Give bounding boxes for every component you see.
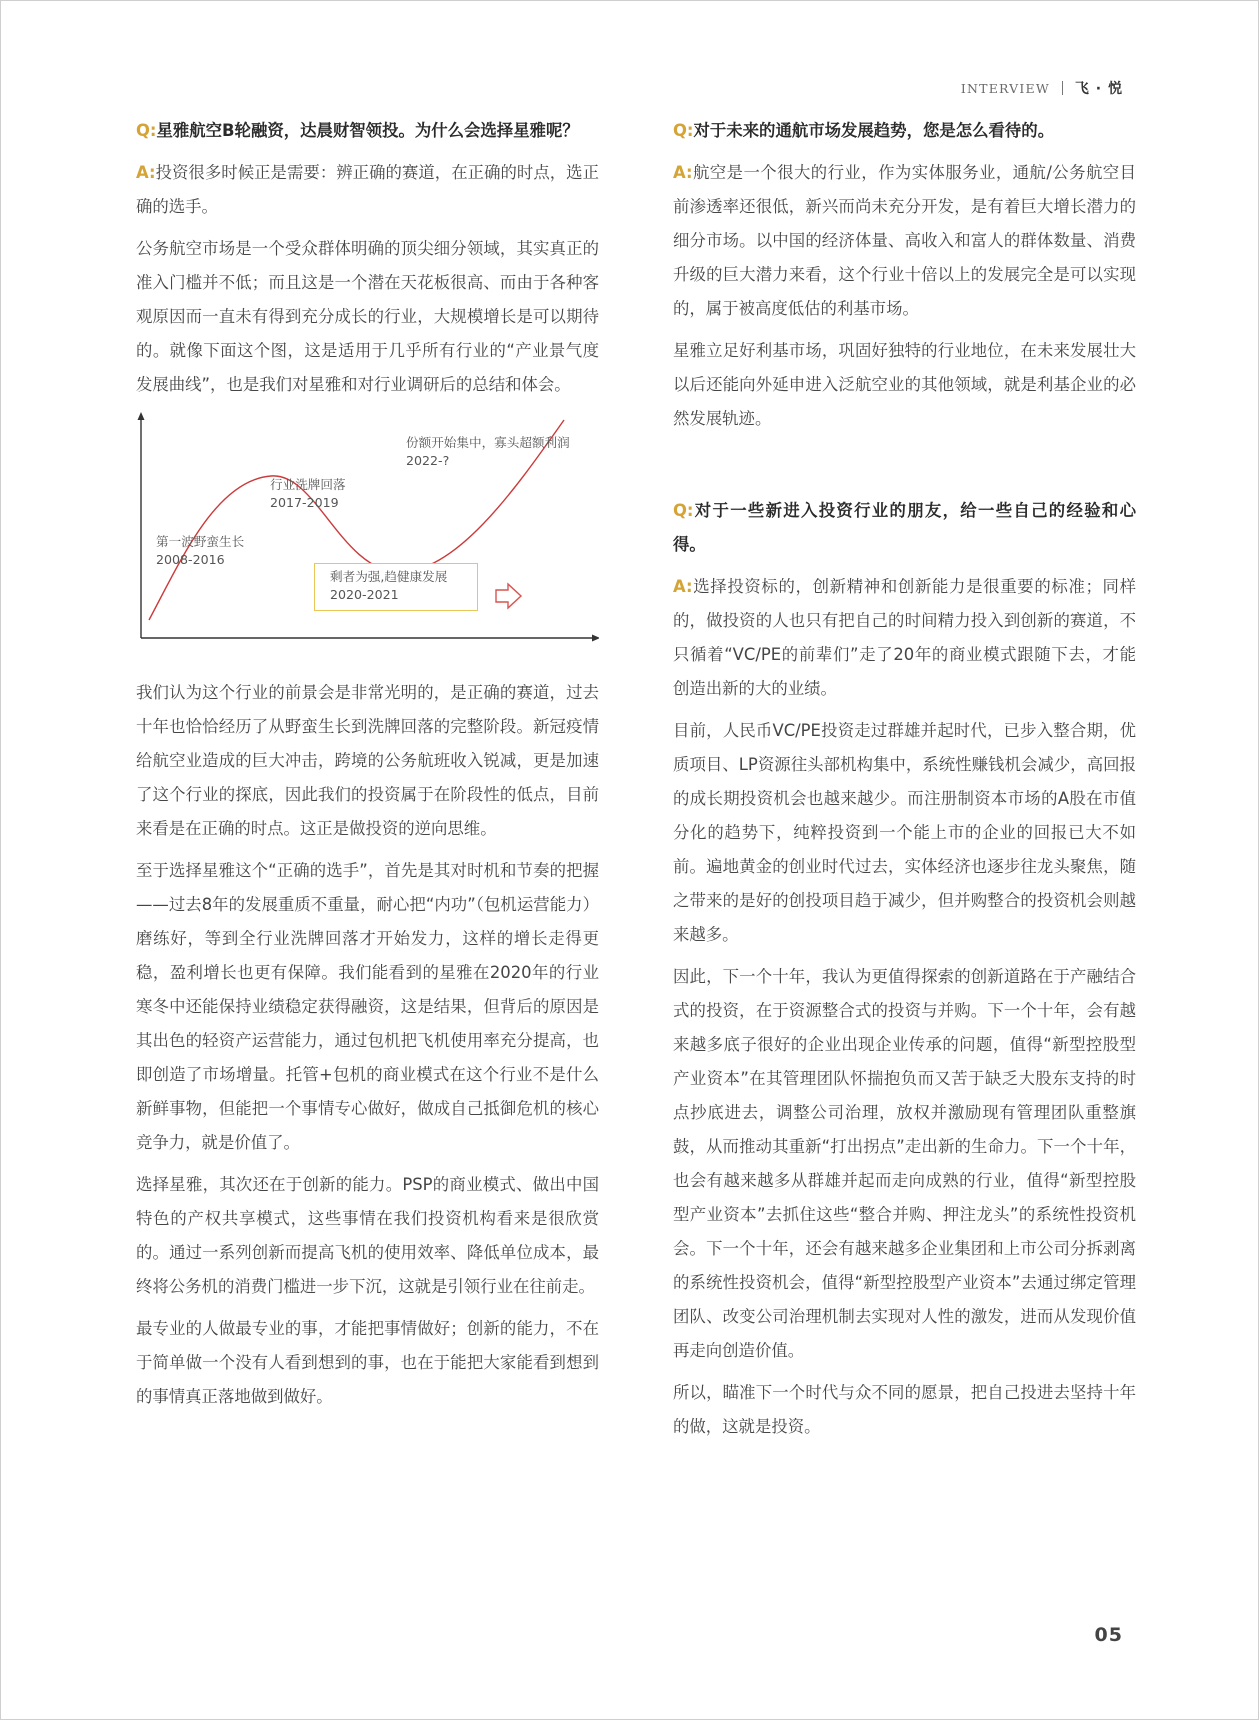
question-1-text: 星雅航空B轮融资，达晨财智领投。为什么会选择星雅呢？ xyxy=(156,121,579,140)
magazine-section-label: INTERVIEW xyxy=(960,80,1050,96)
q-mark: Q: xyxy=(673,501,694,520)
paragraph: 星雅立足好利基市场，巩固好独特的行业地位，在未来发展壮大以后还能向外延申进入泛航空业的其他领域，就是利基企业的必然发展轨迹。 xyxy=(673,341,1136,428)
question-3-text: 对于一些新进入投资行业的朋友，给一些自己的经验和心得。 xyxy=(673,501,1136,554)
question-1 xyxy=(136,114,599,148)
a-mark: A: xyxy=(673,163,693,182)
answer-3 xyxy=(673,570,1136,706)
answer-2-text: 航空是一个很大的行业，作为实体服务业，通航/公务航空目前渗透率还很低，新兴而尚未充分开发，是有着巨大增长潜力的细分市场。以中国的经济体量、高收入和富人的群体数量、消费升级的巨大潜力来看，这个行业十倍以上的发展完全是可以实现的，属于被高度低估的利基市场。 xyxy=(673,163,1136,318)
paragraph: 因此，下一个十年，我认为更值得探索的创新道路在于产融结合式的投资，在于资源整合式的投资与并购。下一个十年，会有越来越多底子很好的企业出现企业传承的问题，值得“新型控股型产业资本”在其管理团队怀揣抱负而又苦于缺乏大股东支持的时点抄底进去，调整公司治理，放权并激励现有管理团队重整旗鼓，从而推动其重新“打出拐点”走出新的生命力。下一个十年，也会有越来越多从群雄并起而走向成熟的行业，值得“新型控股型产业资本”去抓住这些“整合并购、押注龙头”的系统性投资机会。下一个十年，还会有越来越多企业集团和上市公司分拆剥离的系统性投资机会，值得“新型控股型产业资本”去通过绑定管理团队、改变公司治理机制去实现对人性的激发，进而从发现价值再走向创造价值。 xyxy=(673,967,1136,1360)
paragraph: 最专业的人做最专业的事，才能把事情做好；创新的能力，不在于简单做一个没有人看到想到的事，也在于能把大家能看到想到的事情真正落地做到做好。 xyxy=(136,1319,599,1406)
section-spacer xyxy=(673,444,1136,494)
paragraph: 所以，瞄准下一个时代与众不同的愿景，把自己投进去坚持十年的做，这就是投资。 xyxy=(673,1383,1136,1436)
a-mark: A: xyxy=(136,163,156,182)
stage-4-label: 份额开始集中，寡头超额利润 2022-? xyxy=(406,435,570,468)
answer-3-text: 选择投资标的，创新精神和创新能力是很重要的标准；同样的，做投资的人也只有把自己的时间精力投入到创新的赛道，不只循着“VC/PE的前辈们”走了20年的商业模式跟随下去，才能创造出新的大的业绩。 xyxy=(673,577,1136,698)
paragraph: 公务航空市场是一个受众群体明确的顶尖细分领域，其实真正的准入门槛并不低；而且这是一个潜在天花板很高、而由于各种客观原因而一直未有得到充分成长的行业，大规模增长是可以期待的。就像下面这个图，这是适用于几乎所有行业的“产业景气度发展曲线”，也是我们对星雅和对行业调研后的总结和体会。 xyxy=(136,239,599,394)
answer-2 xyxy=(673,156,1136,326)
answer-1-text: 投资很多时候正是需要：辨正确的赛道，在正确的时点，选正确的选手。 xyxy=(136,163,599,216)
paragraph: 目前，人民币VC/PE投资走过群雄并起时代，已步入整合期，优质项目、LP资源往头部机构集中，系统性赚钱机会减少，高回报的成长期投资机会也越来越少。而注册制资本市场的A股在市值分化的趋势下，纯粹投资到一个能上市的企业的回报已大不如前。遍地黄金的创业时代过去，实体经济也逐步往龙头聚焦，随之带来的是好的创投项目趋于减少，但并购整合的投资机会则越来越多。 xyxy=(673,721,1136,944)
question-2-text: 对于未来的通航市场发展趋势，您是怎么看待的。 xyxy=(693,121,1055,140)
magazine-brand-logo: 飞 · 悦 xyxy=(1074,81,1123,97)
stage-3-callout-box: 剩者为强,趋健康发展 2020-2021 xyxy=(314,563,478,611)
x-axis-arrowhead xyxy=(592,635,599,642)
page-number: 05 xyxy=(1094,1624,1123,1646)
y-axis-arrowhead xyxy=(138,412,145,420)
header-divider xyxy=(1062,81,1063,95)
answer-1 xyxy=(136,156,599,224)
a-mark: A: xyxy=(673,577,693,596)
stage-2-label: 行业洗牌回落 2017-2019 xyxy=(270,477,346,510)
paragraph: 至于选择星雅这个“正确的选手”，首先是其对时机和节奏的把握——过去8年的发展重质不重量，耐心把“内功”（包机运营能力）磨练好，等到全行业洗牌回落才开始发力，这样的增长走得更稳，盈利增长也更有保障。我们能看到的星雅在2020年的行业寒冬中还能保持业绩稳定获得融资，这是结果，但背后的原因是其出色的轻资产运营能力，通过包机把飞机使用率充分提高，也即创造了市场增量。托管+包机的商业模式在这个行业不是什么新鲜事物，但能把一个事情专心做好，做成自己抵御危机的核心竞争力，就是价值了。 xyxy=(136,861,599,1152)
industry-cycle-figure xyxy=(136,410,599,660)
q-mark: Q: xyxy=(673,121,694,140)
question-3 xyxy=(673,494,1136,562)
question-2 xyxy=(673,114,1136,148)
right-arrow-icon xyxy=(496,584,521,608)
paragraph: 我们认为这个行业的前景会是非常光明的，是正确的赛道，过去十年也恰恰经历了从野蛮生长到洗牌回落的完整阶段。新冠疫情给航空业造成的巨大冲击，跨境的公务航班收入锐减，更是加速了这个行业的探底，因此我们的投资属于在阶段性的低点，目前来看是在正确的时点。这正是做投资的逆向思维。 xyxy=(136,683,599,838)
left-column xyxy=(136,114,599,1422)
right-column xyxy=(673,114,1136,1452)
stage-1-label: 第一波野蛮生长 2008-2016 xyxy=(156,534,245,567)
paragraph: 选择星雅，其次还在于创新的能力。PSP的商业模式、做出中国特色的产权共享模式，这些事情在我们投资机构看来是很欣赏的。通过一系列创新而提高飞机的使用效率、降低单位成本，最终将公务机的消费门槛进一步下沉，这就是引领行业在往前走。 xyxy=(136,1175,599,1296)
q-mark: Q: xyxy=(136,121,157,140)
running-header xyxy=(961,78,1123,98)
